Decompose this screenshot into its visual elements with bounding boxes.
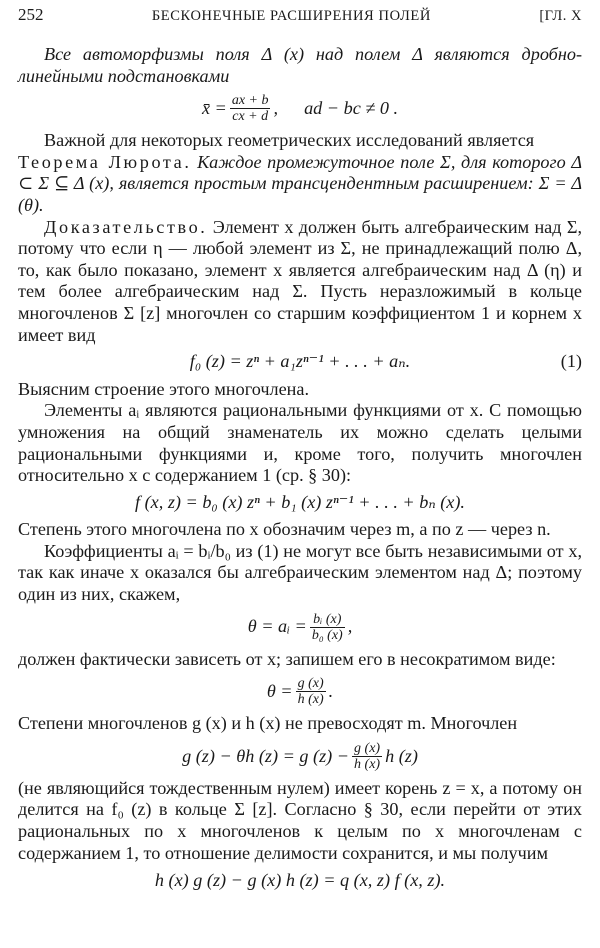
paragraph-elements: Элементы aᵢ являются рациональными функциями от x. С помощью умножения на общий знаменатель их можно сделать целыми рациональными функциями и, кроме того, получить многочлен относительно x с содержанием 1 (ср. § 30): bbox=[18, 400, 582, 486]
fraction bbox=[296, 676, 326, 707]
numerator: g (x) bbox=[297, 676, 324, 692]
fraction bbox=[352, 741, 382, 772]
paragraph-automorphisms: Все автоморфизмы поля Δ (x) над полем Δ являются дробно-линейными подстановками bbox=[18, 44, 582, 86]
equation-lhs: x̄ = bbox=[201, 97, 227, 118]
proof-text: Элемент x должен быть алгебраическим над Σ, потому что если η — любой элемент из Σ, не принадлежащий полю Δ, то, как было показано, элемент x является алгебраическим над Δ (η) и тем более алгебраическим над Σ. Пусть неразложимый в кольце многочленов Σ [z] многочлен со старшим коэффициентом 1 и корнем x имеет вид bbox=[18, 216, 582, 345]
equation-moebius: x̄ = $\frac{ax + b}{cx + d}$ , ad − bc ≠ 0 . bbox=[201, 93, 399, 125]
theorem-text: Каждое промежуточное поле Σ, для которого Δ ⊂ Σ ⊆ Δ (x), является простым трансцендентным расширением: Σ = Δ (θ). bbox=[18, 151, 583, 215]
fraction bbox=[230, 93, 271, 124]
running-header bbox=[18, 4, 582, 28]
equation-lhs: g (z) − θh (z) = g (z) − bbox=[182, 745, 350, 766]
denominator: b₀ (x) bbox=[311, 627, 343, 643]
equation-number: (1) bbox=[560, 351, 582, 372]
fraction bbox=[310, 612, 345, 643]
page-number: 252 bbox=[18, 5, 44, 24]
denominator: h (x) bbox=[297, 692, 324, 708]
equation-lhs: θ = bbox=[266, 680, 293, 701]
proof-block bbox=[18, 217, 582, 347]
paragraph-degrees: Степени многочленов g (x) и h (x) не превосходят m. Многочлен bbox=[18, 713, 518, 734]
equation-lhs: θ = aᵢ = bbox=[247, 616, 307, 637]
equation-g-theta-h bbox=[18, 741, 582, 772]
equation-tail: h (z) bbox=[385, 745, 418, 766]
equation-body: h (x) g (z) − g (x) h (z) = q (x, z) f (x, z). bbox=[154, 870, 446, 891]
equation-hg bbox=[18, 870, 582, 892]
paragraph-degree: Степень этого многочлена по x обозначим через m, а по z — через n. bbox=[18, 519, 551, 540]
denominator: h (x) bbox=[354, 756, 381, 772]
paragraph-divisibility: (не являющийся тождественным нулем) имеет корень z = x, а потому он делится на f₀ (z) в кольце Σ [z]. Согласно § 30, если перейти от этих рациональных по x многочленов к целым по x многочленам с содержанием 1, то отношение делимости сохранится, и мы получим bbox=[18, 777, 582, 863]
paragraph-structure: Выясним строение этого многочлена. bbox=[18, 378, 309, 399]
equation-tail: . bbox=[328, 680, 334, 701]
equation-1 bbox=[18, 351, 582, 373]
equation-body: f₀ (z) = zⁿ + a₁zⁿ⁻¹ + . . . + aₙ. bbox=[189, 351, 411, 372]
numerator: g (x) bbox=[354, 740, 381, 756]
theorem-block bbox=[18, 152, 582, 217]
equation-tail: , bbox=[347, 616, 353, 637]
equation-theta bbox=[18, 676, 582, 707]
numerator: bᵢ (x) bbox=[313, 611, 342, 627]
denominator: cx + d bbox=[232, 109, 269, 125]
paragraph-intro: Важной для некоторых геометрических исследований является bbox=[44, 130, 535, 151]
equation-condition: ad − bc ≠ 0 . bbox=[304, 97, 399, 118]
running-title: БЕСКОНЕЧНЫЕ РАСШИРЕНИЯ ПОЛЕЙ bbox=[151, 8, 431, 24]
equation-f-xz bbox=[18, 492, 582, 514]
chapter-label: [ГЛ. X bbox=[539, 8, 582, 24]
proof-heading: Доказательство. bbox=[44, 216, 208, 237]
paragraph-coefficients: Коэффициенты aᵢ = bᵢ/b₀ из (1) не могут все быть независимыми от x, так как иначе x оказался бы алгебраическим элементом над Δ; поэтому один из них, скажем, bbox=[18, 540, 582, 605]
paragraph-depends: должен фактически зависеть от x; запишем его в несократимом виде: bbox=[18, 648, 556, 669]
equation-theta-ai bbox=[18, 612, 582, 643]
theorem-heading: Теорема Люрота. bbox=[18, 151, 192, 172]
numerator: ax + b bbox=[231, 93, 269, 109]
equation-body: f (x, z) = b₀ (x) zⁿ + b₁ (x) zⁿ⁻¹ + . . . + bₙ (x). bbox=[135, 491, 465, 512]
